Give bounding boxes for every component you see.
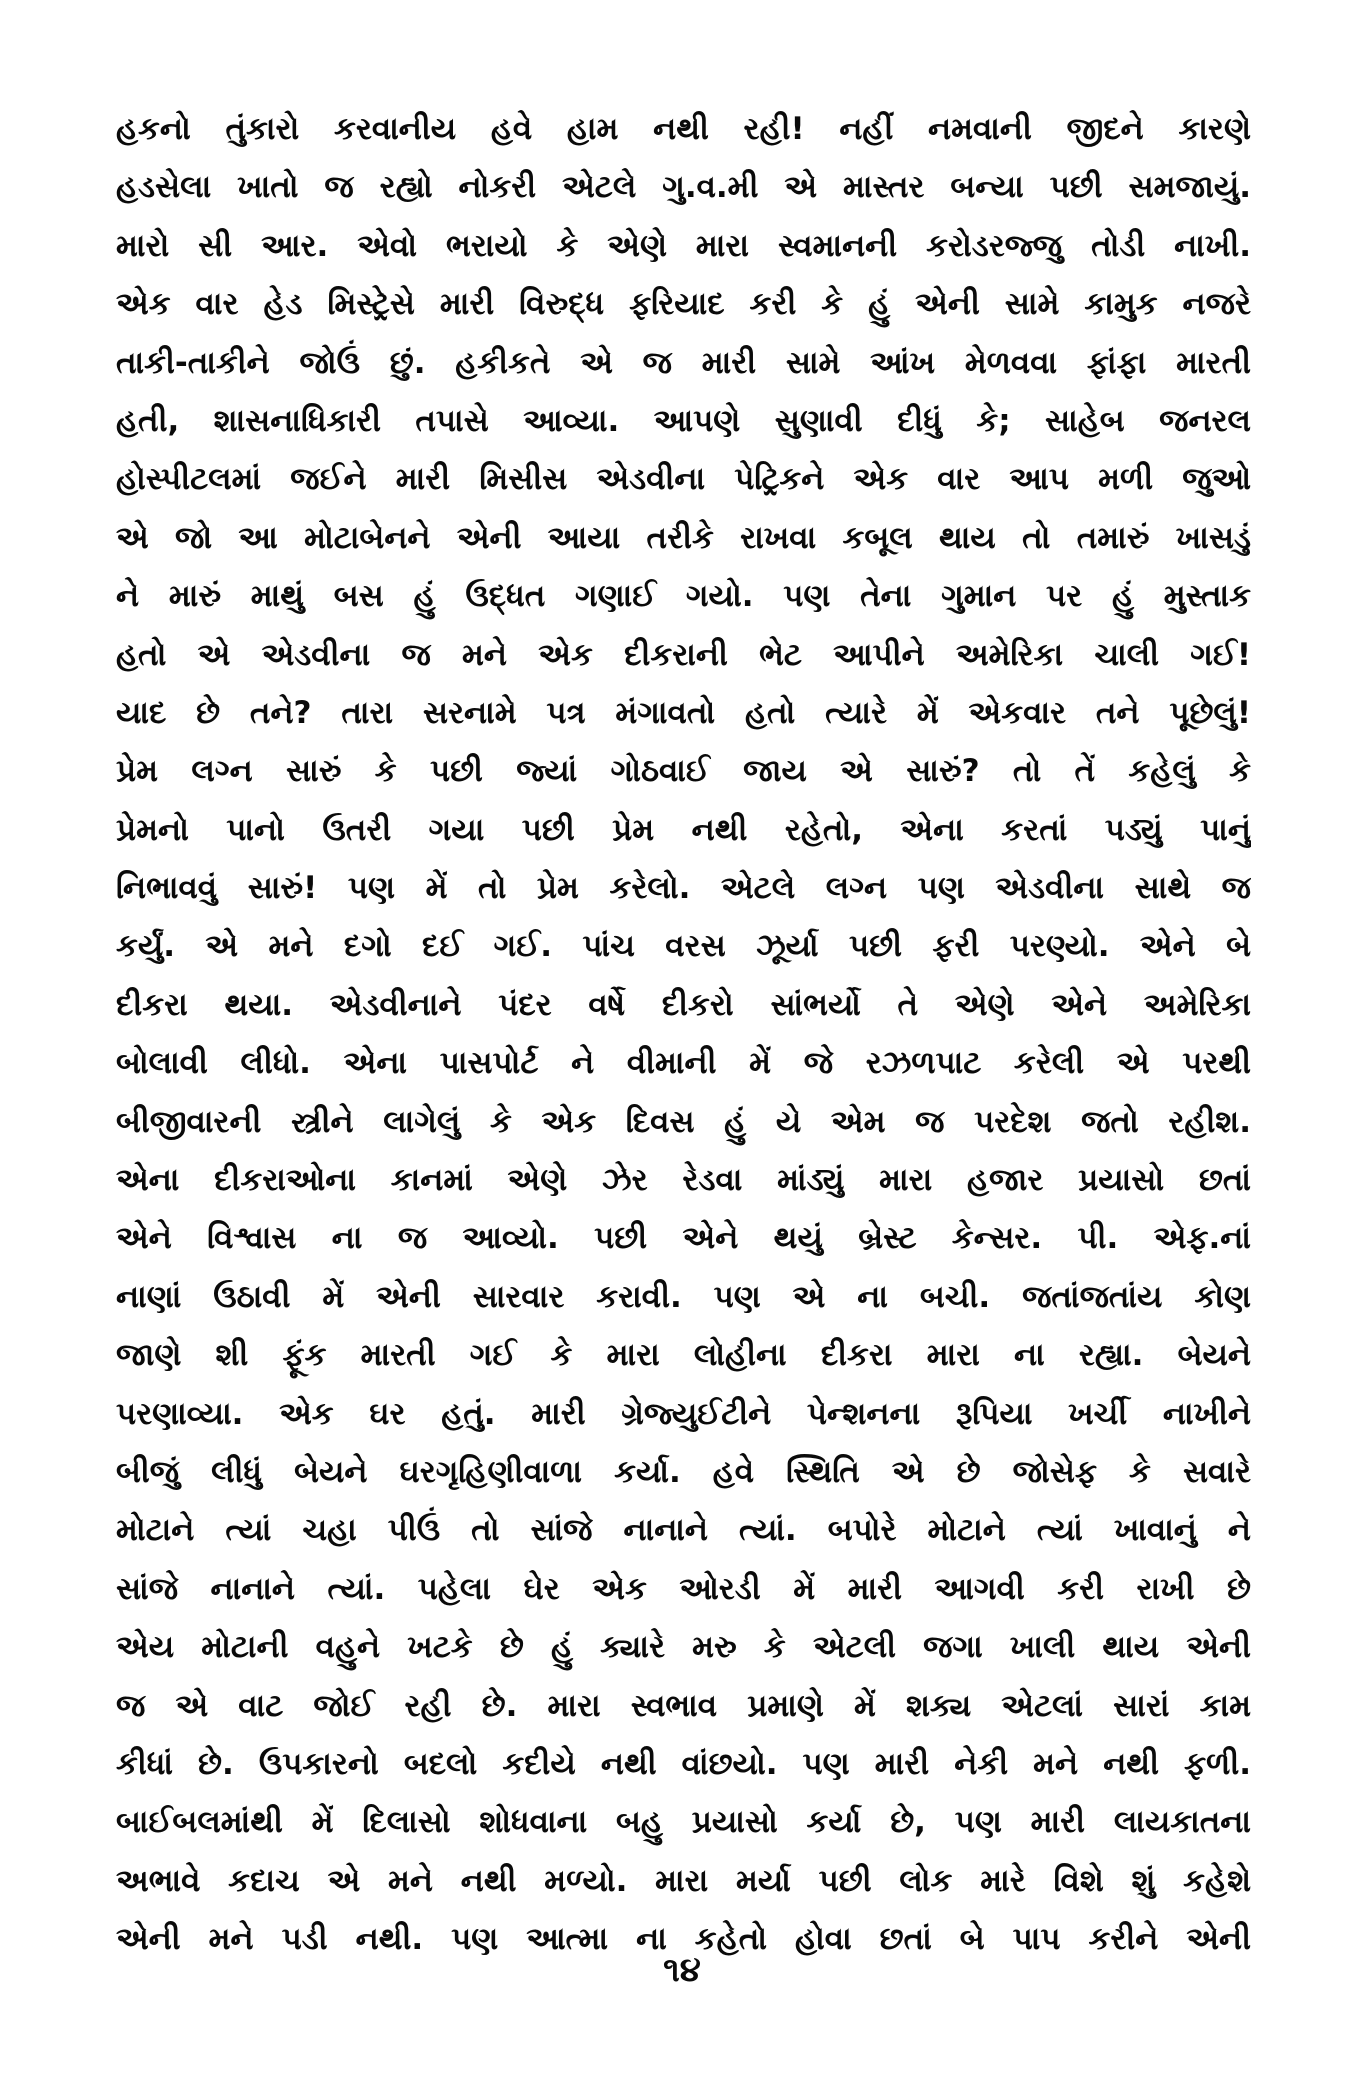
text-line: એના દીકરાઓના કાનમાં એણે ઝેર રેડવા માંડ્યું મારા હજાર પ્રયાસો છતાં xyxy=(116,1162,1251,1199)
text-line: તાકી-તાકીને જોઉં છું. હકીકતે એ જ મારી સામે આંખ મેળવવા ફાંફા મારતી xyxy=(116,344,1251,381)
text-line: એક વાર હેડ મિસ્ટ્રેસે મારી વિરુદ્ધ ફરિયાદ કરી કે હું એની સામે કામુક નજરે xyxy=(116,286,1251,323)
text-line: કીધાં છે. ઉપકારનો બદલો કદીયે નથી વાંછયો. પણ મારી નેકી મને નથી ફળી. xyxy=(116,1745,1251,1782)
text-line: બીજું લીધું બેયને ઘરગૃહિણીવાળા કર્યા. હવે સ્થિતિ એ છે જોસેફ કે સવારે xyxy=(116,1453,1251,1490)
text-line: યાદ છે તને? તારા સરનામે પત્ર મંગાવતો હતો ત્યારે મેં એકવાર તને પૂછેલું! xyxy=(116,694,1251,731)
text-line: ને મારું માથું બસ હું ઉદ્ધત ગણાઈ ગયો. પણ તેના ગુમાન પર હું મુસ્તાક xyxy=(116,578,1251,615)
text-line: પ્રેમ લગ્ન સારું કે પછી જ્યાં ગોઠવાઈ જાય એ સારું? તો તેં કહેલું કે xyxy=(116,753,1251,790)
text-line: એ જો આ મોટાબેનને એની આયા તરીકે રાખવા કબૂલ થાય તો તમારું ખાસડું xyxy=(116,519,1251,556)
text-line: બોલાવી લીધો. એના પાસપોર્ટ ને વીમાની મેં જે રઝળપાટ કરેલી એ પરથી xyxy=(116,1045,1251,1082)
text-line: જ એ વાટ જોઈ રહી છે. મારા સ્વભાવ પ્રમાણે મેં શક્ય એટલાં સારાં કામ xyxy=(116,1687,1251,1724)
text-line: બીજીવારની સ્ત્રીને લાગેલું કે એક દિવસ હું યે એમ જ પરદેશ જતો રહીશ. xyxy=(116,1103,1251,1140)
page-number: ૧૪ xyxy=(663,1950,701,1990)
text-line: હતો એ એડવીના જ મને એક દીકરાની ભેટ આપીને અમેરિકા ચાલી ગઈ! xyxy=(116,636,1251,673)
text-line: અભાવે કદાચ એ મને નથી મળ્યો. મારા મર્યા પછી લોક મારે વિશે શું કહેશે xyxy=(116,1862,1251,1899)
text-line: દીકરા થયા. એડવીનાને પંદર વર્ષે દીકરો સાંભર્યો તે એણે એને અમેરિકા xyxy=(116,986,1251,1023)
text-line: હકનો તુંકારો કરવાનીય હવે હામ નથી રહી! નહીં નમવાની જીદને કારણે xyxy=(116,111,1251,147)
text-line: એની મને પડી નથી. પણ આત્મા ના કહેતો હોવા છતાં બે પાપ કરીને એની xyxy=(116,1921,1251,1958)
text-line: હતી, શાસનાધિકારી તપાસે આવ્યા. આપણે સુણાવી દીધું કે; સાહેબ જનરલ xyxy=(116,402,1251,439)
text-line: એને વિશ્વાસ ના જ આવ્યો. પછી એને થયું બ્રેસ્ટ કેન્સર. પી. એફ.નાં xyxy=(116,1220,1251,1257)
text-line: મોટાને ત્યાં ચહા પીઉં તો સાંજે નાનાને ત્યાં. બપોરે મોટાને ત્યાં ખાવાનું ને xyxy=(116,1512,1251,1549)
text-line: બાઈબલમાંથી મેં દિલાસો શોધવાના બહુ પ્રયાસો કર્યા છે, પણ મારી લાયકાતના xyxy=(116,1804,1251,1841)
text-line: નાણાં ઉઠાવી મેં એની સારવાર કરાવી. પણ એ ના બચી. જતાંજતાંય કોણ xyxy=(116,1278,1251,1315)
text-line: કર્યું. એ મને દગો દઈ ગઈ. પાંચ વરસ ઝૂર્યા પછી ફરી પરણ્યો. એને બે xyxy=(116,928,1251,965)
text-line: એય મોટાની વહુને ખટકે છે હું ક્યારે મરુ કે એટલી જગા ખાલી થાય એની xyxy=(116,1629,1251,1666)
text-line: મારો સી આર. એવો ભરાયો કે એણે મારા સ્વમાનની કરોડરજ્જુ તોડી નાખી. xyxy=(116,227,1251,264)
text-line: પરણાવ્યા. એક ઘર હતું. મારી ગ્રેજ્યુઈટીને પેન્શનના રૂપિયા ખર્ચી નાખીને xyxy=(116,1395,1251,1432)
text-line: પ્રેમનો પાનો ઉતરી ગયા પછી પ્રેમ નથી રહેતો, એના કરતાં પડ્યું પાનું xyxy=(116,811,1251,848)
text-line: સાંજે નાનાને ત્યાં. પહેલા ઘેર એક ઓરડી મેં મારી આગવી કરી રાખી છે xyxy=(116,1570,1251,1607)
text-line: હોસ્પીટલમાં જઈને મારી મિસીસ એડવીના પેટ્રિકને એક વાર આપ મળી જુઓ xyxy=(116,461,1251,498)
text-line: જાણે શી ફૂંક મારતી ગઈ કે મારા લોહીના દીકરા મારા ના રહ્યા. બેયને xyxy=(116,1337,1251,1374)
body-text xyxy=(116,100,1251,1969)
text-line: નિભાવવું સારું! પણ મેં તો પ્રેમ કરેલો. એટલે લગ્ન પણ એડવીના સાથે જ xyxy=(116,870,1251,907)
text-line: હડસેલા ખાતો જ રહ્યો નોકરી એટલે ગુ.વ.મી એ માસ્તર બન્યા પછી સમજાયું. xyxy=(116,169,1251,206)
